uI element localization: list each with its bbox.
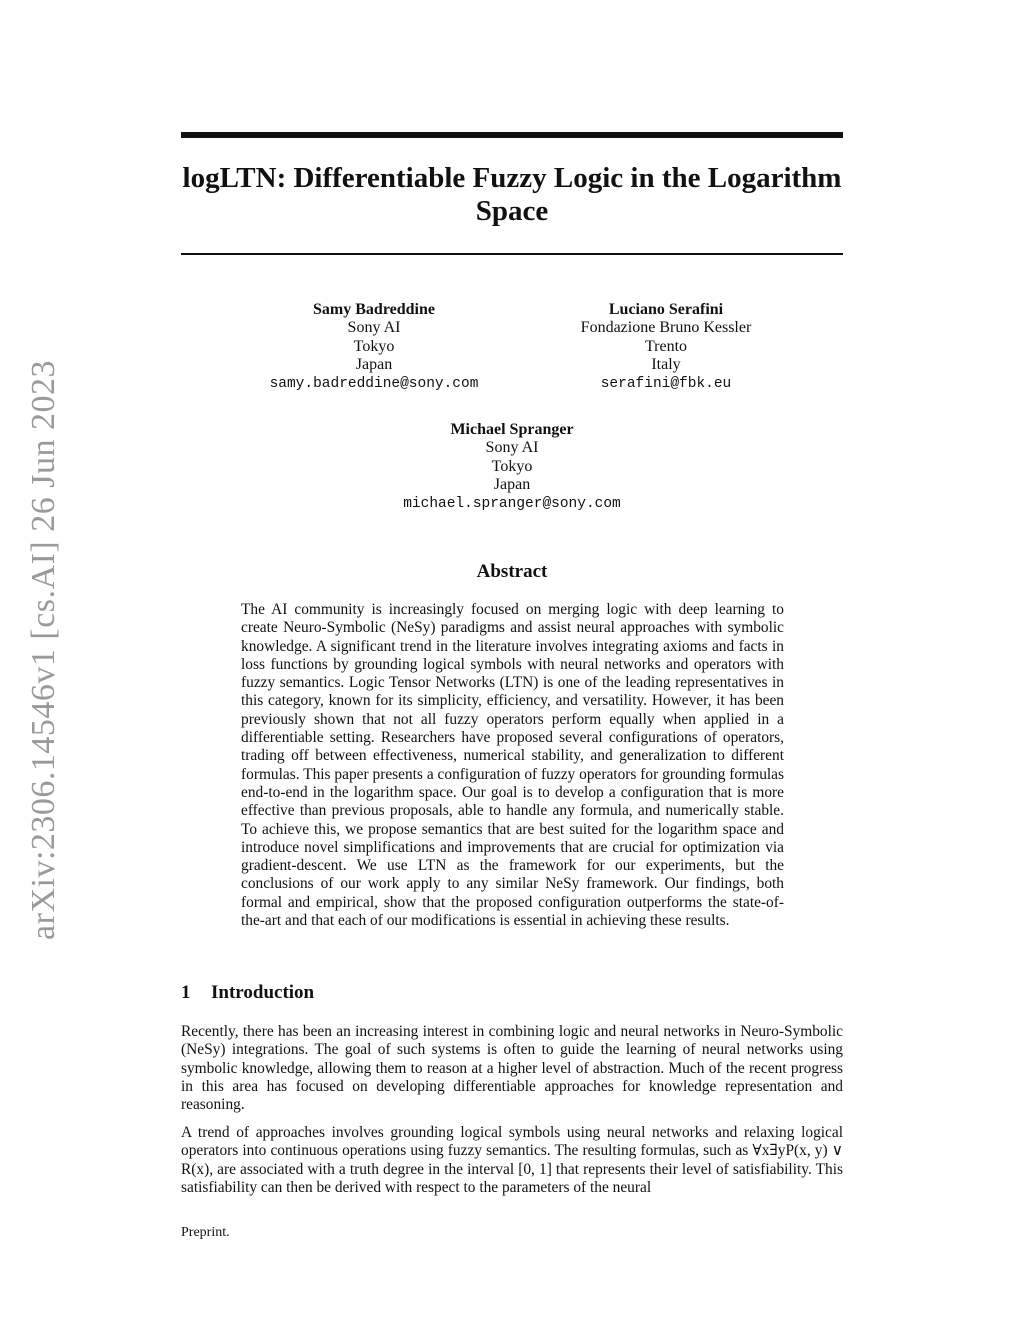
body-paragraph: Recently, there has been an increasing interest in combining logic and neural networks in Neuro-Symbolic (NeSy) integrations. The goal of such systems is often to guide the learning of neural networks using symbolic knowledge, allowing them to reason at a higher level of abstraction. Much of the recent progress in this area has focused on developing differentiable approaches for knowledge representation and reasoning. (181, 1023, 843, 1114)
author-name: Samy Badreddine (313, 301, 435, 318)
paper-title: logLTN: Differentiable Fuzzy Logic in the Logarithm Space (182, 162, 842, 227)
section-title: Introduction (211, 982, 315, 1003)
author-email[interactable]: serafini@fbk.eu (600, 375, 732, 392)
arxiv-identifier: arXiv:2306.14546v1 [cs.AI] 26 Jun 2023 (25, 360, 62, 940)
section-heading (181, 982, 314, 1004)
author-country: Japan (355, 356, 393, 374)
author-block (244, 301, 504, 393)
body-paragraph: A trend of approaches involves grounding logical symbols using neural networks and relaxing logical operators into continuous operations using fuzzy semantics. The resulting formulas, such as ∀x∃yP(x, y) ∨ R(x), are associated with a truth degree in the interval [0, 1] that represents their level of satisfiability. This satisfiability can then be derived with respect to the parameters of the neural (181, 1124, 843, 1196)
author-email[interactable]: michael.spranger@sony.com (403, 495, 621, 512)
author-block (382, 421, 642, 513)
author-name: Michael Spranger (450, 421, 574, 438)
author-name: Luciano Serafini (608, 301, 724, 318)
author-city: Tokyo (353, 337, 395, 355)
abstract-heading: Abstract (476, 561, 548, 582)
author-block (536, 301, 796, 393)
author-affiliation: Sony AI (485, 439, 539, 457)
author-city: Trento (644, 337, 688, 355)
author-affiliation: Fondazione Bruno Kessler (580, 319, 752, 337)
author-country: Italy (651, 356, 681, 374)
author-country: Japan (493, 476, 531, 494)
author-city: Tokyo (491, 457, 533, 475)
footer-note: Preprint. (181, 1225, 230, 1240)
title-top-rule (181, 132, 843, 138)
author-affiliation: Sony AI (347, 319, 401, 337)
section-number: 1 (181, 982, 191, 1003)
author-email[interactable]: samy.badreddine@sony.com (269, 375, 479, 392)
title-bottom-rule (181, 253, 843, 255)
abstract-text: The AI community is increasingly focused on merging logic with deep learning to create Neuro-Symbolic (NeSy) paradigms and assist neural approaches with symbolic knowledge. A significant trend in the literature involves integrating axioms and facts in loss functions by grounding logical symbols with neural networks and operators with fuzzy semantics. Logic Tensor Networks (LTN) is one of the leading representatives in this category, known for its simplicity, efficiency, and versatility. However, it has been previously shown that not all fuzzy operators perform equally when applied in a differentiable setting. Researchers have proposed several configurations of operators, trading off between effectiveness, numerical stability, and generalization to different formulas. This paper presents a configuration of fuzzy operators for grounding formulas end-to-end in the logarithm space. Our goal is to develop a configuration that is more effective than previous proposals, able to handle any formula, and numerically stable. To achieve this, we propose semantics that are best suited for the logarithm space and introduce novel simplifications and improvements that are crucial for optimization via gradient-descent. We use LTN as the framework for our experiments, but the conclusions of our work apply to any similar NeSy framework. Our findings, both formal and empirical, show that the proposed configuration outperforms the state-of-the-art and that each of our modifications is essential in achieving these results. (241, 601, 784, 930)
